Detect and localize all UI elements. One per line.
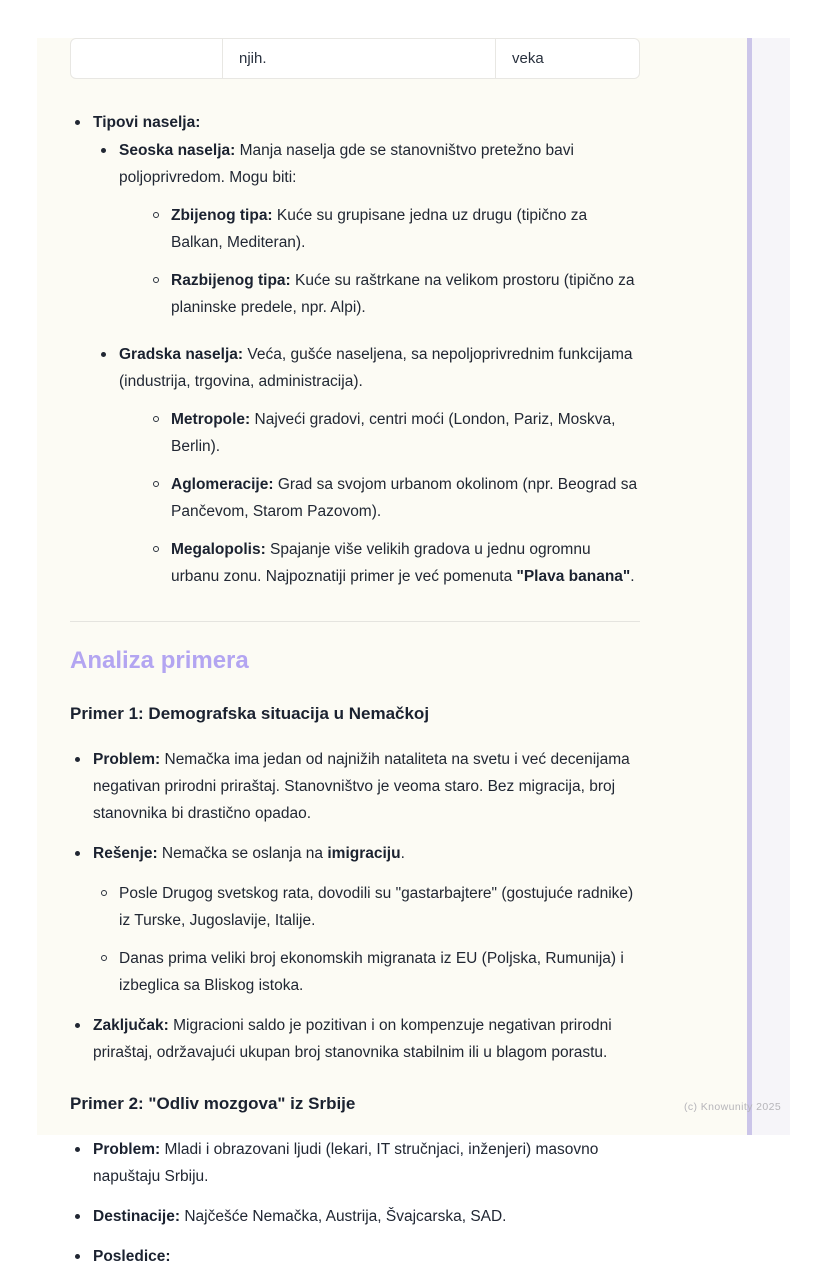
item-body: Spajanje više velikih gradova u jednu ogromnu urbanu zonu. Najpoznatiji primer je već pomenuta <box>171 541 591 585</box>
bullet-icon <box>75 120 80 125</box>
list-item <box>75 1203 642 1230</box>
list-item <box>75 746 642 827</box>
primer2-list <box>70 1136 642 1270</box>
item-body: Nemačka se oslanja na <box>157 845 328 862</box>
item-body: Grad sa svojom urbanom okolinom (npr. Beograd sa Pančevom, Starom Pazovom). <box>171 476 638 520</box>
bullet-icon <box>75 851 80 856</box>
item-body: Kuće su raštrkane na velikom prostoru (tipično za planinske predele, npr. Alpi). <box>171 272 635 316</box>
item-label: Zaključak: <box>93 1017 169 1034</box>
list-item <box>75 1243 642 1270</box>
item-body: Mladi i obrazovani ljudi (lekari, IT stručnjaci, inženjeri) masovno napuštaju Srbiju. <box>93 1141 599 1185</box>
section-heading: Analiza primera <box>70 647 249 674</box>
list-item <box>153 202 642 256</box>
bullet-icon <box>75 1254 80 1259</box>
item-body: Posle Drugog svetskog rata, dovodili su "gastarbajtere" (gostujuće radnike) iz Turske, Jugoslavije, Italije. <box>119 885 634 929</box>
nested-list <box>75 880 642 999</box>
item-label: Megalopolis: <box>171 541 266 558</box>
list-item-text <box>93 1203 642 1230</box>
list-item-text <box>171 406 642 460</box>
list-item <box>153 267 642 321</box>
circle-bullet-icon <box>153 277 159 283</box>
list-item-text <box>93 746 642 827</box>
list-item <box>75 840 642 867</box>
circle-bullet-icon <box>153 212 159 218</box>
item-label: Razbijenog tipa: <box>171 272 291 289</box>
bullet-icon <box>75 1214 80 1219</box>
list-item-text <box>119 137 642 191</box>
item-body: . <box>630 568 635 585</box>
item-label: Problem: <box>93 751 161 768</box>
table-cell <box>71 39 223 78</box>
copyright-watermark: (c) Knowunity 2025 <box>684 1101 782 1113</box>
circle-bullet-icon <box>153 416 159 422</box>
list-item-text <box>93 840 642 867</box>
list-item <box>75 1136 642 1190</box>
list-item <box>153 471 642 525</box>
page-gutter <box>752 38 790 1135</box>
circle-bullet-icon <box>153 481 159 487</box>
list-item <box>75 109 642 136</box>
primer2-heading: Primer 2: "Odliv mozgova" iz Srbije <box>70 1094 356 1113</box>
bullet-icon <box>75 1023 80 1028</box>
nested-list <box>75 137 642 590</box>
bullet-icon <box>75 1147 80 1152</box>
list-item-text <box>171 267 642 321</box>
table-cell: veka <box>512 50 544 67</box>
table-cell: njih. <box>223 39 496 78</box>
list-item-text <box>171 471 642 525</box>
nested-list <box>101 202 642 321</box>
list-item-text <box>119 945 642 999</box>
document-content <box>70 38 642 1270</box>
item-label: Aglomeracije: <box>171 476 274 493</box>
item-label: Rešenje: <box>93 845 158 862</box>
item-label: Seoska naselja: <box>119 142 236 159</box>
nested-list <box>101 406 642 590</box>
item-body: Najveći gradovi, centri moći (London, Pariz, Moskva, Berlin). <box>171 411 616 455</box>
item-body: Veća, gušće naseljena, sa nepoljoprivrednim funkcijama (industrija, trgovina, administracija). <box>119 346 633 390</box>
primer1-heading: Primer 1: Demografska situacija u Nemačkoj <box>70 704 430 723</box>
list-item-text <box>119 880 642 934</box>
list-item-text <box>93 1243 642 1270</box>
tipovi-naselja-list <box>70 109 642 590</box>
list-item-text <box>93 1012 642 1066</box>
item-body: Manja naselja gde se stanovništvo pretežno bavi poljoprivredom. Mogu biti: <box>119 142 574 186</box>
item-body: Danas prima veliki broj ekonomskih migranata iz EU (Poljska, Rumunija) i izbeglica sa Bliskog istoka. <box>119 950 624 994</box>
list-item <box>101 341 642 395</box>
circle-bullet-icon <box>153 546 159 552</box>
list-item-text <box>93 109 642 136</box>
section-divider <box>70 621 640 622</box>
item-bold-inline: imigraciju <box>327 845 401 862</box>
circle-bullet-icon <box>101 890 107 896</box>
list-item <box>153 536 642 590</box>
list-item-text <box>93 1136 642 1190</box>
table-row <box>70 38 640 79</box>
item-bold-inline: "Plava banana" <box>516 568 631 585</box>
circle-bullet-icon <box>101 955 107 961</box>
document-page <box>37 38 747 1265</box>
item-body: Kuće su grupisane jedna uz drugu (tipično za Balkan, Mediteran). <box>171 207 588 251</box>
item-body: Nemačka ima jedan od najnižih nataliteta na svetu i već decenijama negativan prirodni priraštaj. Stanovništvo je veoma staro. Bez migracija, broj stanovnika bi drastično opadao. <box>93 751 630 822</box>
list-item-text <box>171 536 642 590</box>
list-item <box>101 137 642 191</box>
item-label: Tipovi naselja: <box>93 114 201 131</box>
item-body: Najčešće Nemačka, Austrija, Švajcarska, SAD. <box>180 1208 507 1225</box>
bullet-icon <box>101 352 106 357</box>
item-label: Destinacije: <box>93 1208 181 1225</box>
list-item <box>101 945 642 999</box>
item-label: Gradska naselja: <box>119 346 244 363</box>
bullet-icon <box>101 148 106 153</box>
item-body: Migracioni saldo je pozitivan i on kompenzuje negativan prirodni priraštaj, održavajući ukupan broj stanovnika stabilnim ili u blagom porastu. <box>93 1017 612 1061</box>
bullet-icon <box>75 757 80 762</box>
list-item-text <box>119 341 642 395</box>
item-label: Metropole: <box>171 411 251 428</box>
primer1-list <box>70 746 642 1066</box>
item-label: Zbijenog tipa: <box>171 207 273 224</box>
list-item <box>101 880 642 934</box>
item-label: Problem: <box>93 1141 161 1158</box>
list-item <box>153 406 642 460</box>
list-item-text <box>171 202 642 256</box>
item-body: . <box>400 845 405 862</box>
list-item <box>75 1012 642 1066</box>
item-label: Posledice: <box>93 1248 171 1265</box>
